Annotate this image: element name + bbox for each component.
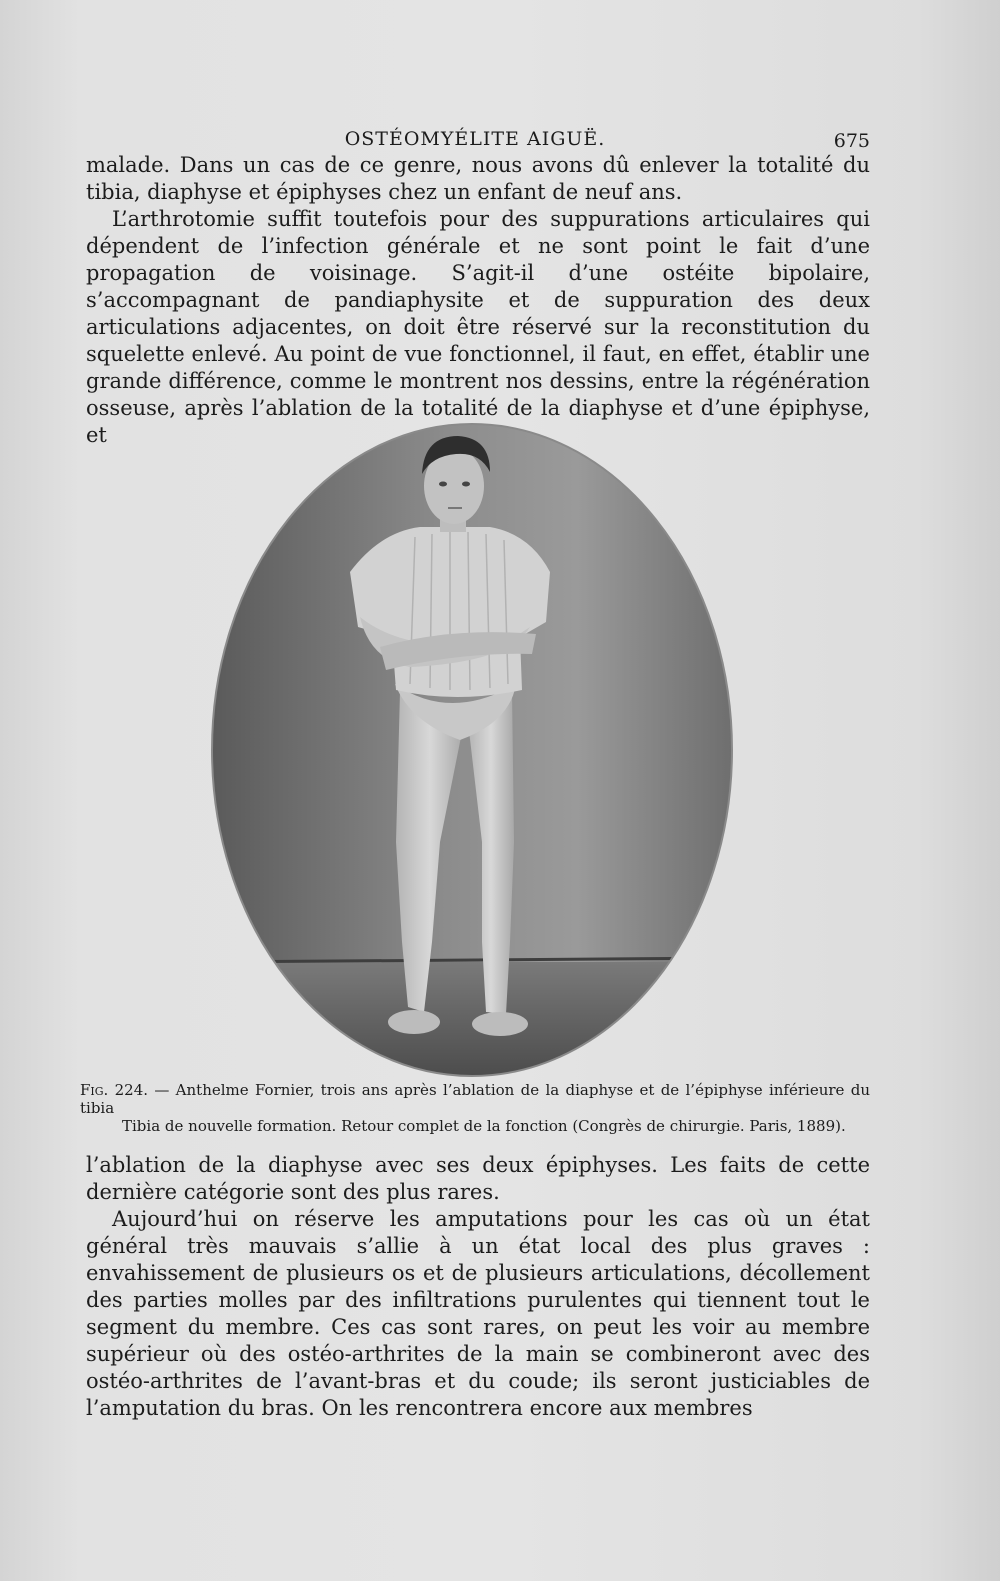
paragraph: L’arthrotomie suffit toutefois pour des suppurations articulaires qui dépendent de l’infection générale et ne sont point le fait d’une propagation de voisinage. S’agit-il d’une ostéite bipolaire, s’accompagnant de pandiaphysite et de suppuration des deux articulations adjacentes, on doit être réservé sur la reconstitution du squelette enlevé. Au point de vue fonctionnel, il faut, en effet, établir une grande différence, comme le montrent nos dessins, entre la régénération osseuse, après l’ablation de la totalité de la diaphyse et d’une épiphyse, et [86, 207, 870, 447]
body-text-top [86, 152, 870, 449]
body-text-bottom [86, 1152, 870, 1422]
figure-caption [80, 1081, 870, 1135]
figure-photograph [210, 422, 734, 1078]
photo-portrait-oval [210, 422, 734, 1078]
caption-line: Tibia de nouvelle formation. Retour complet de la fonction (Congrès de chirurgie. Paris, 1889). [122, 1117, 846, 1135]
figure-label: Fig. 224. [80, 1081, 149, 1099]
paragraph: l’ablation de la diaphyse avec ses deux épiphyses. Les faits de cette dernière catégorie sont des plus rares. [86, 1153, 870, 1204]
paragraph: Aujourd’hui on réserve les amputations pour les cas où un état général très mauvais s’allie à un état local des plus graves : envahissement de plusieurs os et de plusieurs articulations, décollement des parties molles par des infiltrations purulentes qui tiennent tout le segment du membre. Ces cas sont rares, on peut les voir au membre supérieur où des ostéo-arthrites de la main se combineront avec des ostéo-arthrites de l’avant-bras et du coude; ils seront justiciables de l’amputation du bras. On les rencontrera encore aux membres [86, 1207, 870, 1420]
paragraph: malade. Dans un cas de ce genre, nous avons dû enlever la totalité du tibia, diaphyse et épiphyses chez un enfant de neuf ans. [86, 153, 870, 204]
caption-text: — Anthelme Fornier, trois ans après l’ablation de la diaphyse et de l’épiphyse inférieure du tibia [80, 1081, 870, 1117]
caption-line [80, 1081, 870, 1117]
running-title: OSTÉOMYÉLITE AIGUË. [344, 128, 606, 150]
page-number: 675 [833, 130, 870, 152]
